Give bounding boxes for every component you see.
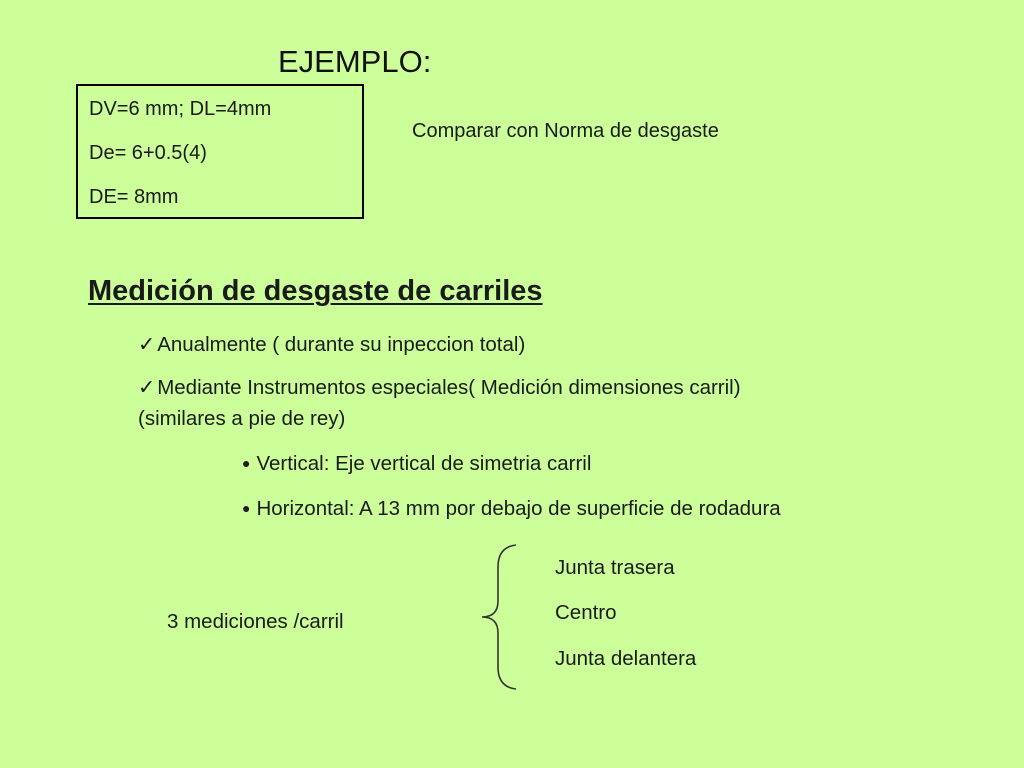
bullet-icon: ● [242, 500, 251, 516]
brace-option-rear-joint: Junta trasera [555, 556, 675, 579]
example-box [76, 84, 364, 219]
checkmark-icon: ✓ [138, 333, 156, 356]
slide-title: EJEMPLO: [278, 44, 432, 79]
left-brace-icon [476, 541, 520, 693]
brace-option-center: Centro [555, 601, 617, 624]
section-heading: Medición de desgaste de carriles [88, 275, 543, 307]
check-item-instruments [138, 375, 741, 400]
measure-count: 3 mediciones /carril [167, 610, 344, 633]
example-line-de-result: DE= 8mm [89, 186, 179, 208]
compare-note: Comparar con Norma de desgaste [412, 120, 719, 142]
brace-option-front-joint: Junta delantera [555, 647, 697, 670]
check-item-annual [138, 332, 525, 357]
bullet-item-horizontal [242, 497, 781, 521]
example-line-dv-dl: DV=6 mm; DL=4mm [89, 98, 272, 120]
check-item-instruments-text: Mediante Instrumentos especiales( Medición dimensiones carril) [157, 376, 741, 399]
bullet-item-horizontal-text: Horizontal: A 13 mm por debajo de superficie de rodadura [256, 497, 781, 520]
bullet-icon: ● [242, 455, 251, 471]
check-item-instruments-continuation: (similares a pie de rey) [138, 407, 346, 430]
bullet-item-vertical [242, 452, 591, 476]
example-line-de-formula: De= 6+0.5(4) [89, 142, 207, 164]
checkmark-icon: ✓ [138, 376, 156, 399]
bullet-item-vertical-text: Vertical: Eje vertical de simetria carril [256, 452, 592, 475]
check-item-annual-text: Anualmente ( durante su inpeccion total) [157, 333, 526, 356]
